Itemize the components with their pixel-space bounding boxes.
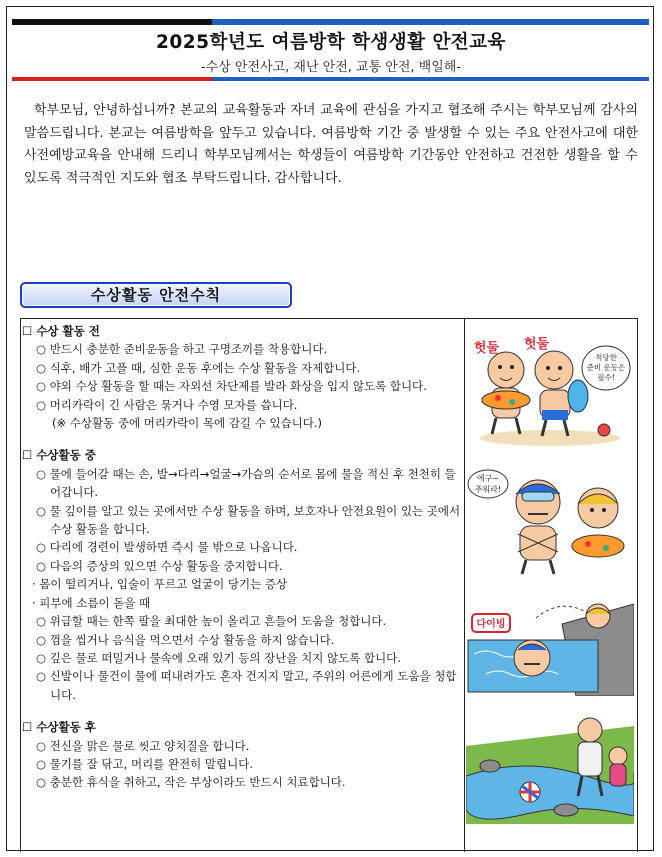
after-heading: ☐ 수상활동 후 [22,720,96,735]
after-item: ○ 충분한 휴식을 취하고, 작은 부상이라도 반드시 치료합니다. [36,775,346,790]
during-item: ○ 물 깊이를 알고 있는 곳에서만 수상 활동을 하며, 보호자나 안전요원이 있는 곳에서 수상 활동을 합니다. [36,503,461,537]
symptom-item: · 몸이 떨리거나, 입술이 푸르고 얼굴이 당기는 증상 [32,577,288,592]
during-item: ○ 신발이나 물건이 물에 떠내려가도 혼자 건지지 말고, 주위의 어른에게 도움을 청합니다. [36,669,457,702]
during-item: ○ 위급할 때는 한쪽 팔을 최대한 높이 올리고 흔들어 도움을 청합니다. [36,614,387,629]
before-note: (※ 수상활동 중에 머리카락이 목에 감길 수 있습니다.) [52,416,323,431]
before-item: ○ 야외 수상 활동을 할 때는 자외선 차단제를 발라 화상을 입지 않도록 합니다. [36,379,427,394]
section-title-box: 수상활동 안전수칙 [20,282,292,308]
title-top-bar [12,19,649,25]
warmup-bubble-2: 준비 운동은 [586,363,626,372]
symptom-item: · 피부에 소름이 돋을 때 [32,595,151,610]
before-item: ○ 식후, 배가 고플 때, 심한 운동 후에는 수상 활동을 자제합니다. [36,360,361,375]
during-item: ○ 깊은 물로 떠밀거나 물속에 오래 있기 등의 장난을 치지 않도록 합니다. [36,650,401,665]
during-item: ○ 껌을 씹거나 음식을 먹으면서 수상 활동을 하지 않습니다. [36,632,335,647]
rules-content [22,322,462,792]
before-item: ○ 머리카락이 긴 사람은 묶거나 수영 모자를 씁니다. [36,397,298,412]
before-heading: ☐ 수상 활동 전 [22,324,100,338]
warmup-illustration [466,330,634,450]
during-item: ○ 다음의 증상의 있으면 수상 활동을 중지합니다. [36,558,283,573]
stream-illustration [466,706,634,824]
page-subtitle: -수상 안전사고, 재난 안전, 교통 안전, 백일해- [200,60,462,75]
danger-sign: 다이빙 [476,619,506,630]
after-item: ○ 물기를 잘 닦고, 머리를 완전히 말립니다. [36,756,254,771]
title-bottom-bar [12,77,649,81]
warmup-sign-1: 헛둘 [474,341,500,356]
cold-water-illustration [466,464,634,576]
diving-danger-illustration [466,584,634,696]
cold-bubble-1: 에구~ [476,474,500,483]
cold-bubble-2: 추워라! [474,485,502,494]
warmup-bubble-1: 적당한 [595,353,617,362]
intro-paragraph: 학부모님, 안녕하십니까? 본교의 교육활동과 자녀 교육에 관심을 가지고 협조해 주시는 학부모님께 감사의 말씀드립니다. 본교는 여름방학을 앞두고 있습니다. 여름방학 기간 중 발생할 수 있는 주요 안전사고에 대한 사전예방교육을 안내해 드리니 학부모님께서는 학생들이 여름방학 기간동안 안전하고 건전한 생활을 할 수 있도록 적극적인 지도와 협조 부탁드립니다. 감사합니다. [24,103,638,186]
table-divider [464,318,465,852]
before-item: ○ 반드시 충분한 준비운동을 하고 구명조끼를 착용합니다. [36,342,328,357]
after-item: ○ 전신을 맑은 물로 씻고 양치질을 합니다. [36,738,250,753]
page-title: 2025학년도 여름방학 학생생활 안전교육 [156,32,506,53]
during-heading: ☐ 수상활동 중 [22,448,96,463]
warmup-sign-2: 헛둘 [524,337,550,352]
during-item: ○ 물에 들어갈 때는 손, 발→다리→얼굴→가슴의 순서로 몸에 물을 적신 후 천천히 들어갑니다. [36,466,456,500]
during-item: ○ 다리에 경련이 발생하면 즉시 물 밖으로 나옵니다. [36,540,298,555]
warmup-bubble-3: 필수! [597,373,615,382]
